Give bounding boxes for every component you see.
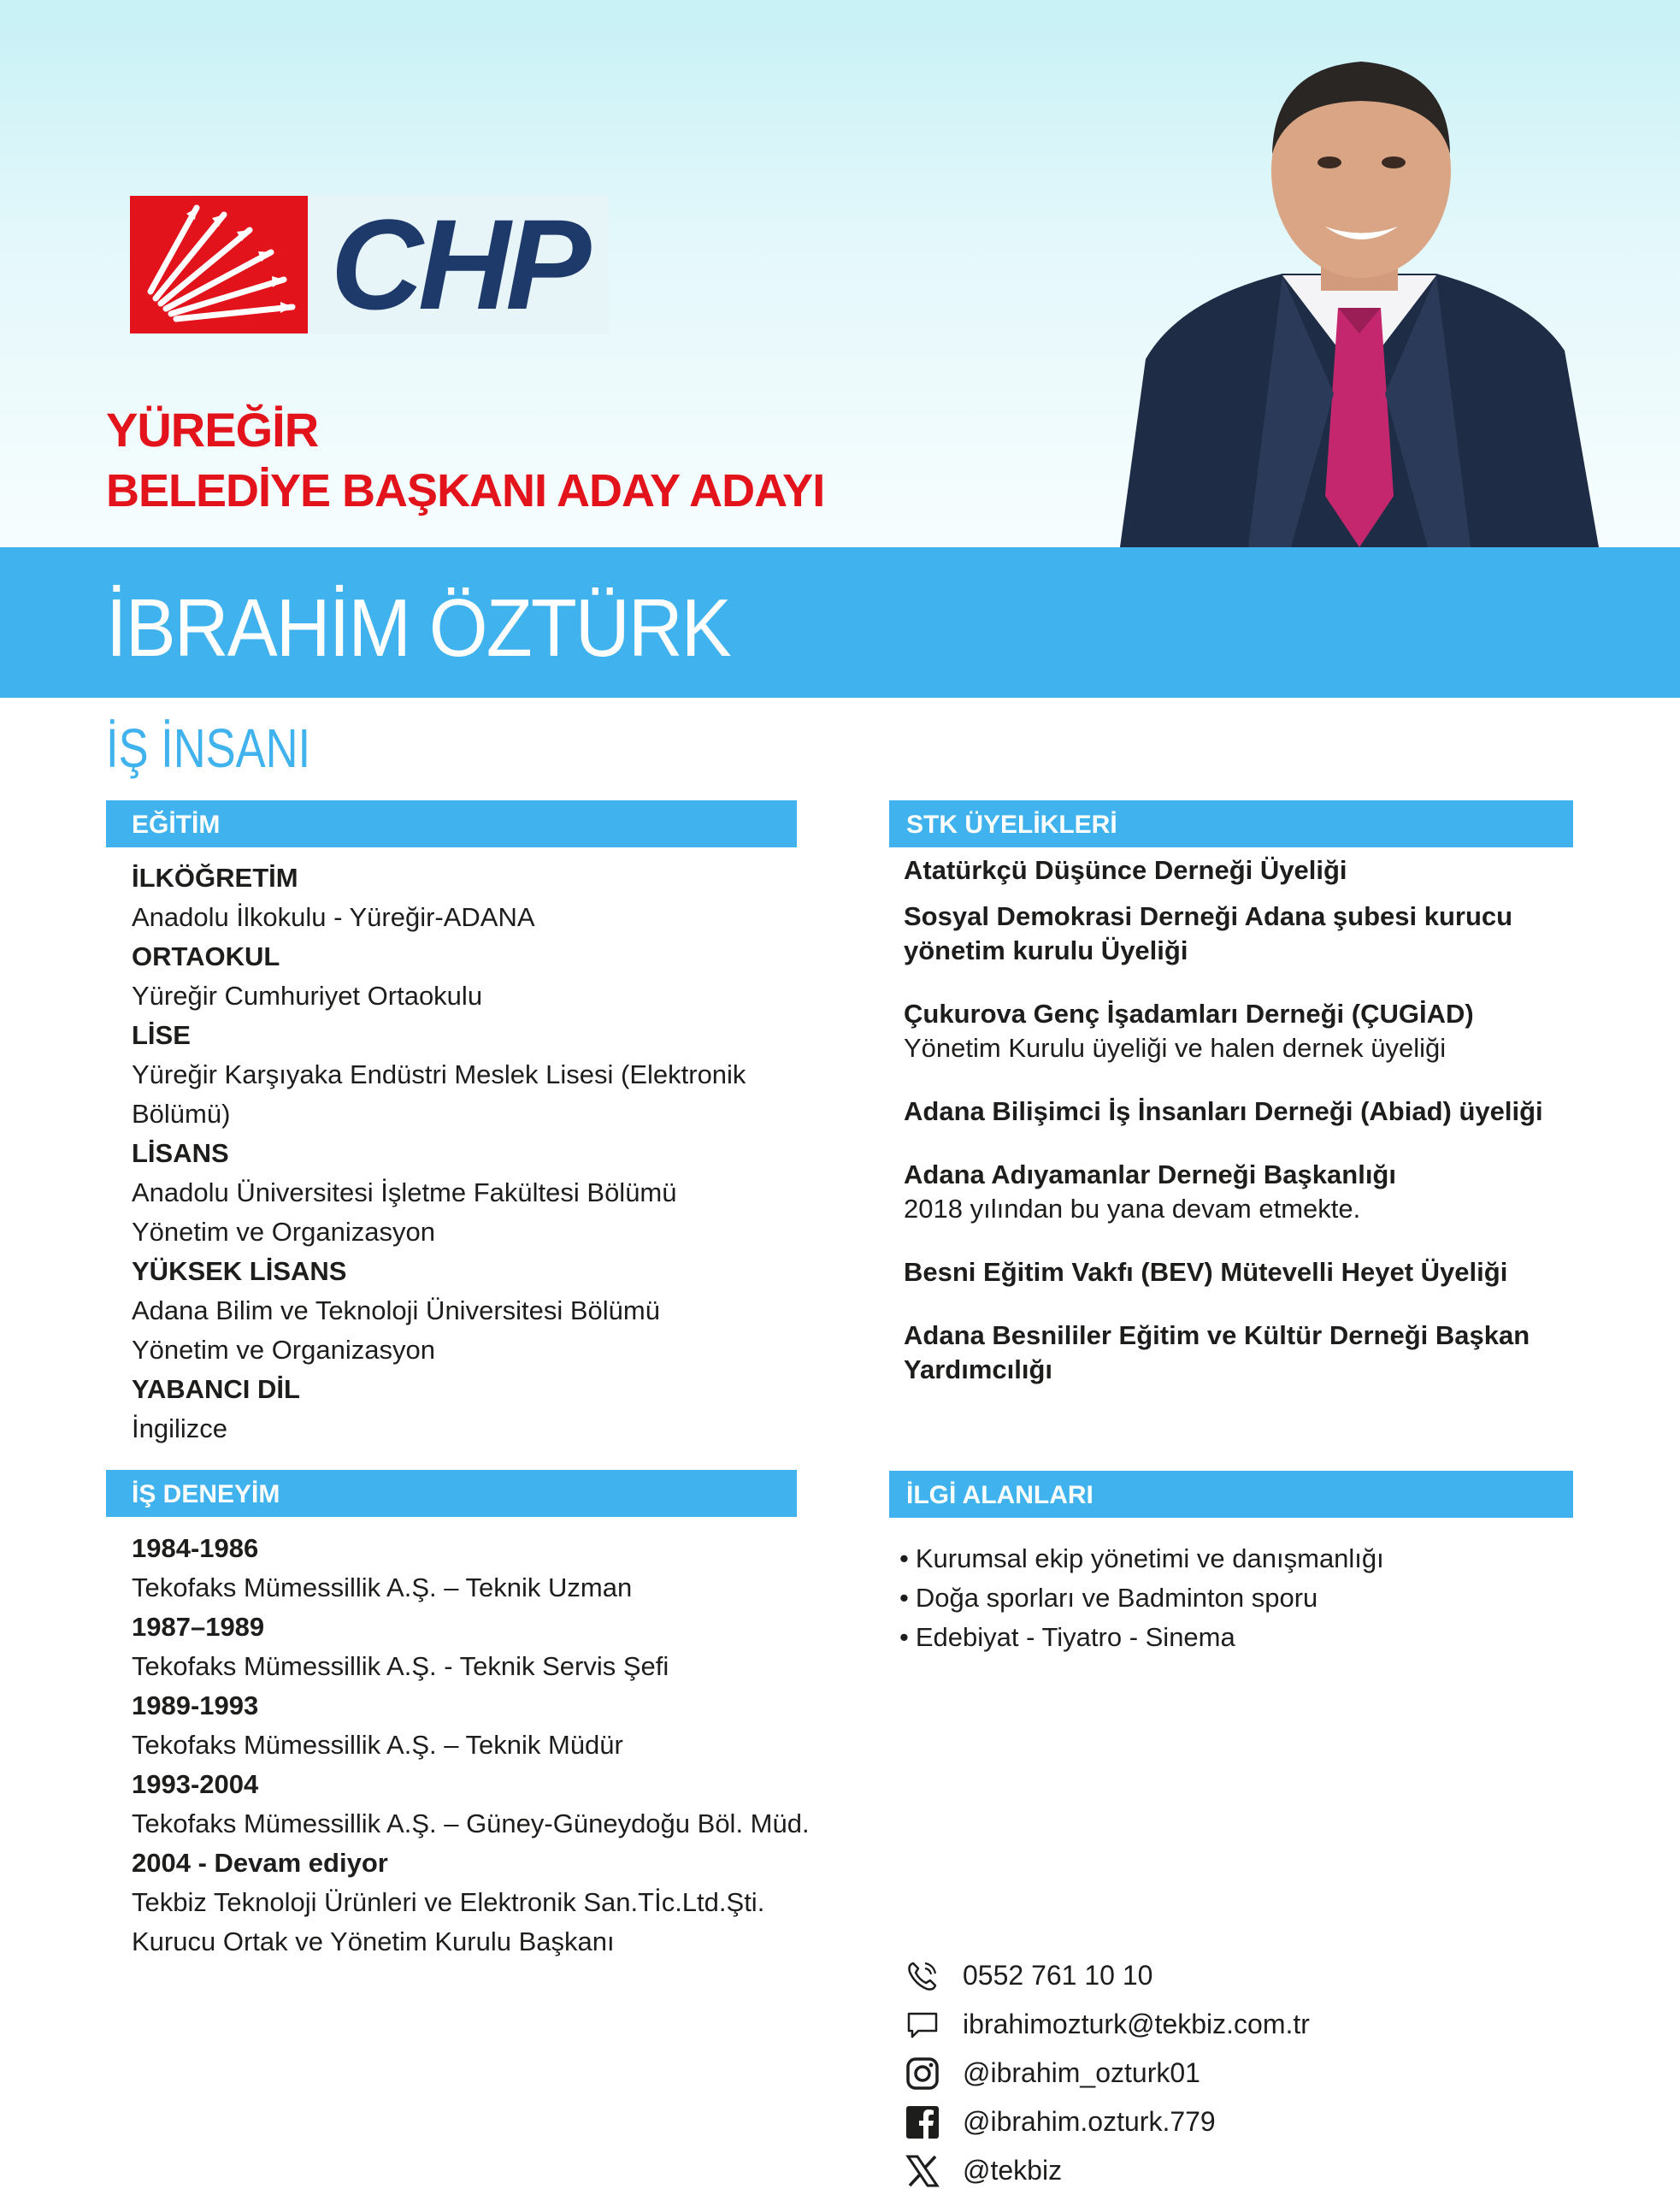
chat-icon <box>905 2007 940 2043</box>
chp-logo <box>130 192 609 336</box>
contact-x[interactable] <box>905 2146 1310 2195</box>
experience-period: 2004 - Devam ediyor <box>132 1848 388 1878</box>
interests-list <box>899 1539 1583 1657</box>
stk-detail: Yönetim Kurulu üyeliği ve halen dernek üyeliği <box>904 1033 1447 1063</box>
experience-line: Tekofaks Mümessillik A.Ş. – Teknik Uzman <box>132 1572 633 1602</box>
education-line: Bölümü) <box>132 1099 231 1129</box>
interests-heading: İLGİ ALANLARI <box>889 1471 1573 1518</box>
education-title: LİSANS <box>132 1138 229 1168</box>
stk-title: Yardımcılığı <box>904 1354 1053 1384</box>
stk-title: Adana Besnililer Eğitim ve Kültür Derneği Başkan <box>904 1320 1530 1350</box>
experience-line: Tekofaks Mümessillik A.Ş. – Güney-Güneydoğu Böl. Müd. <box>132 1809 810 1838</box>
facebook-handle: @ibrahim.ozturk.779 <box>963 2106 1216 2137</box>
name-bar <box>0 547 1680 698</box>
education-title: LİSE <box>132 1020 191 1050</box>
education-line: Yönetim ve Organizasyon <box>132 1217 435 1247</box>
education-title: İLKÖĞRETİM <box>132 863 298 893</box>
experience-line: Tekofaks Mümessillik A.Ş. - Teknik Servis Şefi <box>132 1651 669 1681</box>
education-line: İngilizce <box>132 1413 227 1443</box>
contact-phone[interactable] <box>905 1951 1310 2000</box>
stk-item <box>904 1319 1588 1387</box>
facebook-icon <box>905 2104 940 2140</box>
experience-line: Kurucu Ortak ve Yönetim Kurulu Başkanı <box>132 1927 615 1956</box>
education-heading: EĞİTİM <box>106 800 797 847</box>
stk-title: Besni Eğitim Vakfı (BEV) Mütevelli Heyet Üyeliği <box>904 1257 1508 1287</box>
education-list <box>132 859 816 1449</box>
stk-title: yönetim kurulu Üyeliği <box>904 935 1188 965</box>
stk-item <box>904 1158 1588 1226</box>
education-line: Anadolu Üniversitesi İşletme Fakültesi Bölümü <box>132 1177 677 1207</box>
stk-item <box>904 997 1588 1065</box>
education-title: ORTAOKUL <box>132 941 280 971</box>
stk-item <box>904 853 1588 888</box>
stk-title: Çukurova Genç İşadamları Derneği (ÇUGİAD) <box>904 999 1474 1029</box>
interest-item: • Doğa sporları ve Badminton sporu <box>899 1578 1583 1618</box>
x-icon <box>905 2153 940 2189</box>
candidate-name: İBRAHİM ÖZTÜRK <box>106 582 730 674</box>
contact-facebook[interactable] <box>905 2098 1310 2146</box>
contact-instagram[interactable] <box>905 2049 1310 2098</box>
district-title: YÜREĞİR <box>106 403 319 457</box>
stk-item <box>904 900 1588 968</box>
stk-title: Atatürkçü Düşünce Derneği Üyeliği <box>904 855 1347 885</box>
education-title: YABANCI DİL <box>132 1374 300 1404</box>
instagram-icon <box>905 2056 940 2092</box>
experience-heading: İŞ DENEYİM <box>106 1470 797 1517</box>
logo-wordmark: CHP <box>308 196 609 333</box>
stk-title: Adana Adıyamanlar Derneği Başkanlığı <box>904 1159 1396 1189</box>
interest-item: • Kurumsal ekip yönetimi ve danışmanlığı <box>899 1539 1583 1578</box>
candidate-portrait <box>1120 51 1599 547</box>
education-line: Adana Bilim ve Teknoloji Üniversitesi Bölümü <box>132 1295 660 1325</box>
interests-block <box>899 1539 1583 1657</box>
interest-item: • Edebiyat - Tiyatro - Sinema <box>899 1618 1583 1657</box>
candidacy-title: BELEDİYE BAŞKANI ADAY ADAYI <box>106 465 825 516</box>
education-line: Anadolu İlkokulu - Yüreğir-ADANA <box>132 902 535 932</box>
experience-period: 1989-1993 <box>132 1691 259 1720</box>
experience-line: Tekofaks Mümessillik A.Ş. – Teknik Müdür <box>132 1730 623 1760</box>
experience-period: 1987–1989 <box>132 1612 265 1642</box>
phone-icon <box>905 1958 940 1994</box>
phone-number: 0552 761 10 10 <box>963 1960 1153 1991</box>
instagram-handle: @ibrahim_ozturk01 <box>963 2057 1200 2088</box>
experience-period: 1993-2004 <box>132 1769 259 1799</box>
stk-title: Sosyal Demokrasi Derneği Adana şubesi kurucu <box>904 901 1513 931</box>
education-line: Yönetim ve Organizasyon <box>132 1335 435 1365</box>
profession-title: İŞ İNSANI <box>106 717 311 779</box>
experience-list <box>132 1529 833 1962</box>
experience-period: 1984-1986 <box>132 1533 259 1563</box>
contact-list <box>905 1951 1310 2195</box>
stk-item <box>904 1095 1588 1129</box>
stk-item <box>904 1255 1588 1289</box>
experience-line: Tekbiz Teknoloji Ürünleri ve Elektronik San.Tİc.Ltd.Şti. <box>132 1887 765 1917</box>
education-line: Yüreğir Cumhuriyet Ortaokulu <box>132 981 483 1011</box>
contact-email[interactable] <box>905 2000 1310 2049</box>
email-address: ibrahimozturk@tekbiz.com.tr <box>963 2009 1310 2039</box>
stk-title: Adana Bilişimci İş İnsanları Derneği (Abiad) üyeliği <box>904 1096 1543 1126</box>
education-title: YÜKSEK LİSANS <box>132 1256 347 1286</box>
six-arrows-emblem <box>130 196 308 333</box>
stk-heading: STK ÜYELİKLERİ <box>889 800 1573 847</box>
education-line: Yüreğir Karşıyaka Endüstri Meslek Lisesi (Elektronik <box>132 1059 746 1089</box>
stk-detail: 2018 yılından bu yana devam etmekte. <box>904 1194 1361 1224</box>
x-handle: @tekbiz <box>963 2155 1063 2186</box>
stk-list <box>904 853 1588 1416</box>
